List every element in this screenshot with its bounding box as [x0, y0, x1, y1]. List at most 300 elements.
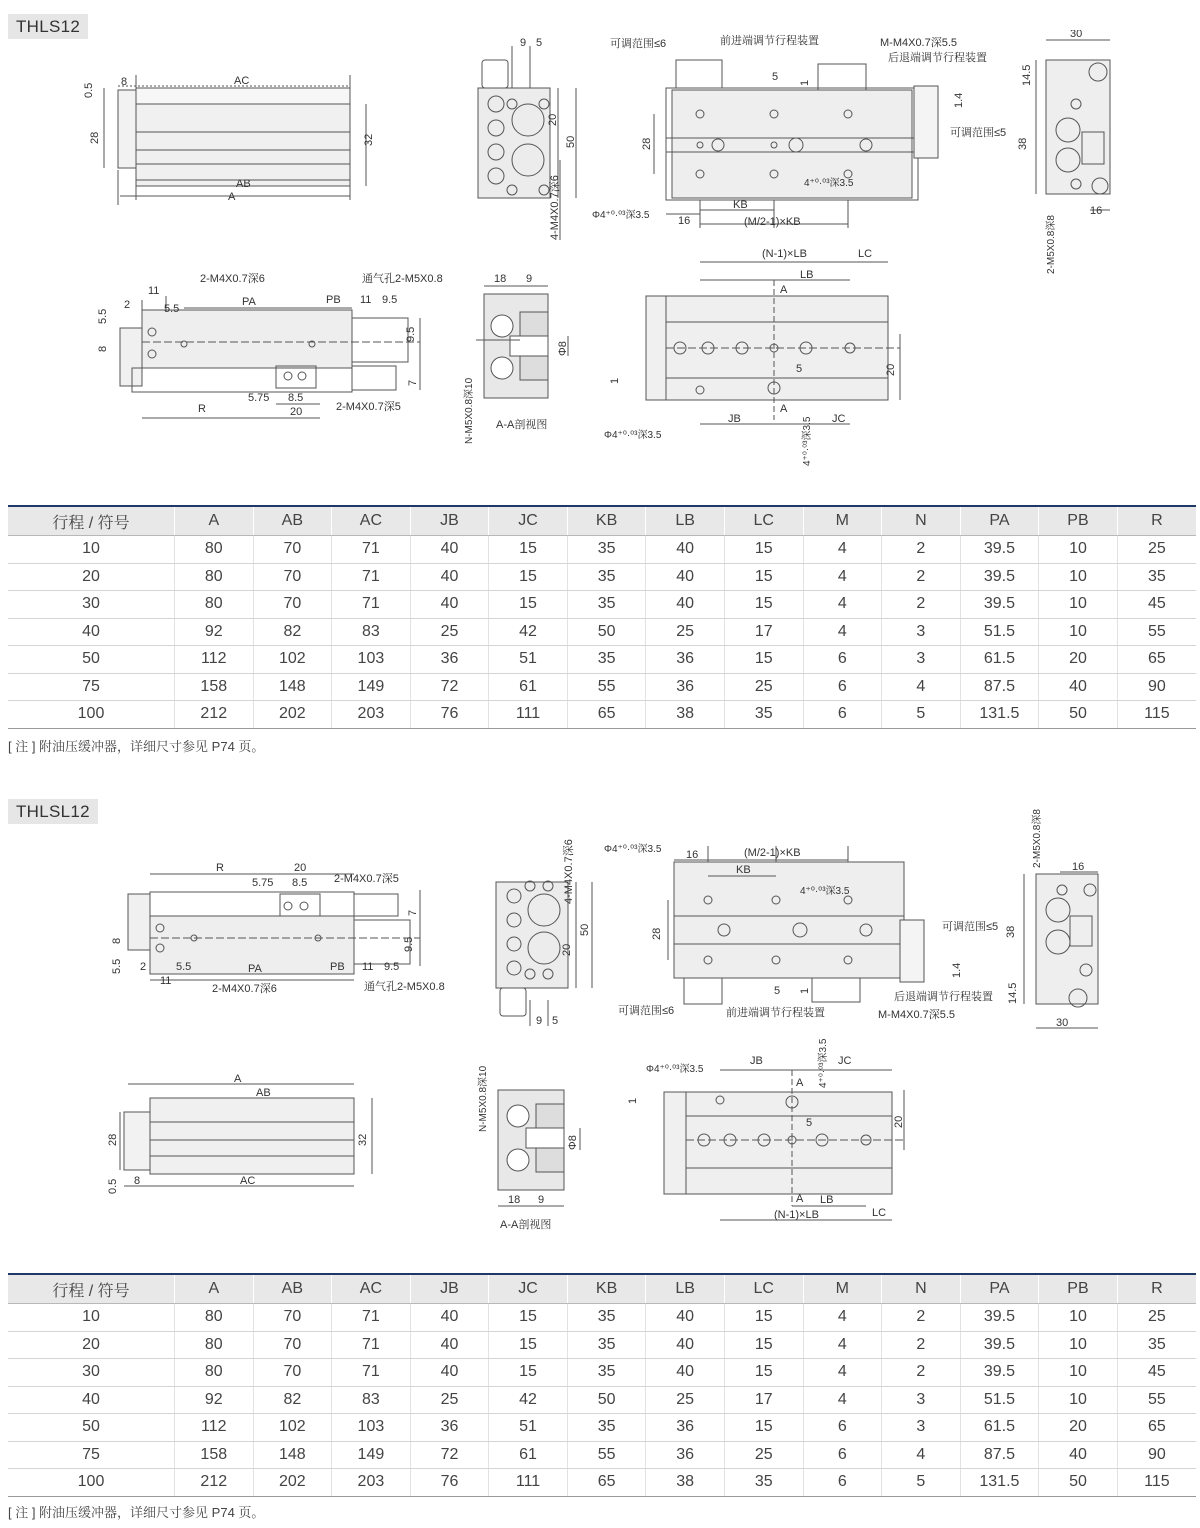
table-cell: 35: [724, 701, 803, 729]
dim-label: 20: [290, 406, 303, 418]
table-cell: 25: [1117, 536, 1196, 564]
table-cell: 3: [882, 1414, 961, 1442]
dim-label: 5: [552, 1015, 559, 1027]
dim-label: 通气孔2-M5X0.8: [362, 273, 443, 285]
dim-label: JC: [838, 1055, 852, 1067]
dim-label: 可调范围≤5: [950, 127, 1007, 139]
table-row: [8, 1469, 1196, 1497]
table-cell: 71: [332, 1359, 411, 1387]
dim-label: KB: [736, 864, 751, 876]
table-cell: 61: [489, 673, 568, 701]
table-cell: 148: [253, 1441, 332, 1469]
plan-view-bottom: [664, 1070, 904, 1220]
dim-label: A-A剖视图: [500, 1219, 552, 1231]
table-cell: 55: [1117, 1386, 1196, 1414]
table-header-cell: A: [175, 1274, 254, 1304]
dim-label: 5: [536, 37, 543, 49]
table-header-cell: 行程 / 符号: [8, 506, 175, 536]
dim-label: 28: [89, 131, 101, 144]
table-cell: 35: [567, 1331, 646, 1359]
table-header-cell: PA: [960, 506, 1039, 536]
table-cell: 76: [410, 701, 489, 729]
table-cell: 131.5: [960, 701, 1039, 729]
stroke-cell: 100: [8, 701, 175, 729]
dim-label: 18: [494, 273, 507, 285]
table-cell: 6: [803, 701, 882, 729]
dim-label: 20: [294, 862, 307, 874]
table-row: [8, 563, 1196, 591]
dim-label: 1: [799, 987, 811, 994]
dim-label: 5: [806, 1117, 813, 1129]
table-cell: 6: [803, 1441, 882, 1469]
table-cell: 51.5: [960, 618, 1039, 646]
table-cell: 4: [803, 1359, 882, 1387]
table-cell: 111: [489, 701, 568, 729]
table-cell: 25: [410, 618, 489, 646]
table-cell: 92: [175, 1386, 254, 1414]
dim-label: 20: [547, 113, 559, 126]
table-cell: 15: [724, 1414, 803, 1442]
dim-label: 4-M4X0.7深6: [563, 839, 575, 904]
table-header-cell: PA: [960, 1274, 1039, 1304]
stroke-cell: 100: [8, 1469, 175, 1497]
dim-label: 4⁺⁰·⁰³深3.5: [804, 178, 854, 189]
table-cell: 80: [175, 1304, 254, 1332]
dim-label: 28: [641, 137, 653, 150]
table-cell: 42: [489, 1386, 568, 1414]
dim-label: 通气孔2-M5X0.8: [364, 981, 445, 993]
table-cell: 25: [410, 1386, 489, 1414]
table-cell: 6: [803, 1414, 882, 1442]
table-header-cell: M: [803, 506, 882, 536]
table-cell: 40: [646, 1304, 725, 1332]
dim-label: 5.5: [164, 303, 180, 315]
dim-label: 7: [407, 909, 419, 916]
table-cell: 25: [646, 618, 725, 646]
table-cell: 15: [489, 563, 568, 591]
table-cell: 4: [803, 618, 882, 646]
table-cell: 15: [489, 1331, 568, 1359]
table-cell: 4: [803, 591, 882, 619]
dim-label: 2: [124, 299, 131, 311]
table-cell: 148: [253, 673, 332, 701]
dim-label: 38: [1005, 925, 1017, 938]
table-cell: 50: [1039, 1469, 1118, 1497]
dim-label: Φ4⁺⁰·⁰³深3.5: [604, 430, 662, 441]
dim-label: 5: [796, 363, 803, 375]
side-view-right: [1036, 40, 1110, 210]
table-cell: 3: [882, 1386, 961, 1414]
table-cell: 103: [332, 1414, 411, 1442]
dim-label: 后退端调节行程装置: [888, 52, 987, 64]
dim-label: (M/2-1)×KB: [744, 216, 801, 228]
table-header-cell: R: [1117, 506, 1196, 536]
table-cell: 131.5: [960, 1469, 1039, 1497]
dim-label: 28: [107, 1133, 119, 1146]
table-cell: 80: [175, 563, 254, 591]
table-cell: 115: [1117, 1469, 1196, 1497]
dim-label: 8.5: [292, 877, 308, 889]
table-header-row: [8, 506, 1196, 536]
dim-label: 2-M4X0.7深6: [200, 273, 265, 285]
table-header-cell: LB: [646, 506, 725, 536]
table-cell: 5: [882, 1469, 961, 1497]
table-cell: 51.5: [960, 1386, 1039, 1414]
table-cell: 70: [253, 563, 332, 591]
table-cell: 70: [253, 1359, 332, 1387]
table-cell: 203: [332, 1469, 411, 1497]
table-cell: 6: [803, 1469, 882, 1497]
front-view-top: [128, 874, 420, 980]
table-cell: 40: [1039, 1441, 1118, 1469]
table-cell: 10: [1039, 618, 1118, 646]
table-cell: 80: [175, 536, 254, 564]
stroke-cell: 75: [8, 1441, 175, 1469]
dim-label: LC: [872, 1207, 887, 1219]
table-cell: 15: [724, 591, 803, 619]
table-cell: 2: [882, 591, 961, 619]
dim-label: 16: [1090, 205, 1103, 217]
table-cell: 203: [332, 701, 411, 729]
dim-label: PB: [330, 961, 345, 973]
table-cell: 87.5: [960, 673, 1039, 701]
table-row: [8, 1386, 1196, 1414]
dim-label: 0.5: [83, 82, 95, 98]
table-cell: 6: [803, 673, 882, 701]
table-header-cell: KB: [567, 506, 646, 536]
table-cell: 25: [724, 673, 803, 701]
table-cell: 17: [724, 618, 803, 646]
table-header-cell: KB: [567, 1274, 646, 1304]
footnote: [ 注 ] 附油压缓冲器，详细尺寸参见 P74 页。: [8, 1505, 265, 1520]
table-cell: 65: [1117, 646, 1196, 674]
table-cell: 61.5: [960, 1414, 1039, 1442]
dim-label: M-M4X0.7深5.5: [880, 37, 958, 49]
table-cell: 4: [803, 563, 882, 591]
drawing-svg: [0, 30, 1200, 470]
table-cell: 71: [332, 1331, 411, 1359]
table-cell: 15: [724, 536, 803, 564]
table-row: [8, 1359, 1196, 1387]
end-view-top: [478, 46, 576, 240]
dim-label: 5.5: [111, 958, 123, 974]
dim-label: 18: [508, 1194, 521, 1206]
table-cell: 65: [567, 701, 646, 729]
dim-label: 11: [362, 961, 374, 973]
dim-label: 9: [520, 37, 527, 49]
table-cell: 39.5: [960, 563, 1039, 591]
drawing-svg: [0, 800, 1200, 1240]
table-header-cell: LC: [724, 506, 803, 536]
table-header-cell: JC: [489, 506, 568, 536]
table-cell: 158: [175, 673, 254, 701]
table-cell: 25: [1117, 1304, 1196, 1332]
plan-view-top: [668, 846, 924, 1004]
dim-label: LB: [800, 269, 814, 281]
table-cell: 35: [1117, 563, 1196, 591]
stroke-cell: 10: [8, 1304, 175, 1332]
dim-label: 2-M4X0.7深5: [334, 873, 399, 885]
dim-label: 前进端调节行程装置: [720, 35, 819, 47]
stroke-cell: 30: [8, 1359, 175, 1387]
table-header-cell: AC: [332, 1274, 411, 1304]
dim-label: 8: [121, 76, 128, 88]
technical-drawing: [0, 800, 1200, 1240]
table-header-cell: LB: [646, 1274, 725, 1304]
stroke-cell: 40: [8, 618, 175, 646]
table-cell: 15: [724, 1304, 803, 1332]
table-cell: 82: [253, 618, 332, 646]
section-view-top: [476, 286, 568, 398]
table-cell: 61: [489, 1441, 568, 1469]
dim-label: AC: [234, 75, 250, 87]
dim-label: 0.5: [107, 1178, 119, 1194]
dim-label: 2-M5X0.8深8: [1046, 215, 1057, 274]
table-cell: 38: [646, 701, 725, 729]
dim-label: 后退端调节行程装置: [894, 991, 993, 1003]
table-cell: 40: [646, 1359, 725, 1387]
table-cell: 17: [724, 1386, 803, 1414]
table-cell: 25: [646, 1386, 725, 1414]
table-cell: 2: [882, 1359, 961, 1387]
spec-table: [8, 505, 1196, 729]
dim-label: (N-1)×LB: [774, 1209, 819, 1221]
dim-label: 2: [140, 961, 147, 973]
dim-label: 1.4: [953, 92, 965, 108]
table-cell: 35: [567, 1414, 646, 1442]
dim-label: LB: [820, 1194, 834, 1206]
dim-label: 30: [1056, 1017, 1069, 1029]
table-cell: 70: [253, 1331, 332, 1359]
stroke-cell: 20: [8, 563, 175, 591]
table-cell: 55: [1117, 618, 1196, 646]
table-header-cell: AB: [253, 506, 332, 536]
table-header-cell: M: [803, 1274, 882, 1304]
table-cell: 102: [253, 1414, 332, 1442]
dim-label: Φ4⁺⁰·⁰³深3.5: [592, 210, 650, 221]
table-row: [8, 1304, 1196, 1332]
table-cell: 5: [882, 701, 961, 729]
dim-label: 9: [536, 1015, 543, 1027]
dim-label: 20: [561, 943, 573, 956]
table-cell: 70: [253, 591, 332, 619]
dim-label: A: [796, 1193, 804, 1205]
dim-label: JC: [832, 413, 846, 425]
dim-label: A: [234, 1073, 242, 1085]
dim-label: A: [780, 284, 788, 296]
table-cell: 36: [410, 1414, 489, 1442]
table-cell: 112: [175, 646, 254, 674]
table-row: [8, 646, 1196, 674]
dim-label: 1.4: [951, 962, 963, 978]
model-label: THLS12: [8, 14, 88, 39]
dim-label: A: [228, 191, 236, 203]
stroke-cell: 10: [8, 536, 175, 564]
table-cell: 15: [489, 591, 568, 619]
dim-label: Φ4⁺⁰·⁰³深3.5: [646, 1064, 704, 1075]
table-cell: 90: [1117, 1441, 1196, 1469]
dim-label: A-A剖视图: [496, 419, 548, 431]
table-cell: 61.5: [960, 646, 1039, 674]
table-cell: 4: [803, 1304, 882, 1332]
dim-label: 前进端调节行程装置: [726, 1007, 825, 1019]
dim-label: 9.5: [403, 936, 415, 952]
table-cell: 36: [410, 646, 489, 674]
table-header-cell: R: [1117, 1274, 1196, 1304]
stroke-cell: 50: [8, 646, 175, 674]
table-cell: 55: [567, 673, 646, 701]
table-row: [8, 1414, 1196, 1442]
dim-label: 16: [686, 849, 699, 861]
table-cell: 35: [1117, 1331, 1196, 1359]
table-header-row: [8, 1274, 1196, 1304]
table-header-cell: JB: [410, 506, 489, 536]
table-cell: 36: [646, 1414, 725, 1442]
table-row: [8, 591, 1196, 619]
table-cell: 15: [724, 646, 803, 674]
table-cell: 39.5: [960, 1359, 1039, 1387]
table-header-cell: N: [882, 506, 961, 536]
table-cell: 6: [803, 646, 882, 674]
stroke-cell: 50: [8, 1414, 175, 1442]
table-header-cell: PB: [1039, 506, 1118, 536]
table-cell: 39.5: [960, 1331, 1039, 1359]
table-cell: 35: [567, 646, 646, 674]
technical-drawing: [0, 30, 1200, 470]
table-cell: 71: [332, 563, 411, 591]
table-cell: 38: [646, 1469, 725, 1497]
table-cell: 76: [410, 1469, 489, 1497]
table-cell: 202: [253, 1469, 332, 1497]
plan-view-bottom: [646, 262, 900, 424]
table-cell: 40: [410, 1331, 489, 1359]
dim-label: 32: [357, 1133, 369, 1146]
dim-label: 30: [1070, 30, 1083, 40]
table-cell: 3: [882, 618, 961, 646]
table-cell: 111: [489, 1469, 568, 1497]
table-cell: 2: [882, 536, 961, 564]
dim-label: 4⁺⁰·⁰³深3.5: [818, 1038, 829, 1088]
dim-label: 2-M5X0.8深8: [1032, 809, 1043, 868]
table-cell: 149: [332, 1441, 411, 1469]
table-header-cell: N: [882, 1274, 961, 1304]
table-cell: 80: [175, 1359, 254, 1387]
table-cell: 15: [489, 1304, 568, 1332]
table-cell: 39.5: [960, 591, 1039, 619]
side-view-bottom: [120, 1084, 372, 1186]
table-cell: 10: [1039, 1359, 1118, 1387]
spec-table: [8, 1273, 1196, 1497]
table-cell: 71: [332, 536, 411, 564]
table-cell: 35: [567, 536, 646, 564]
table-cell: 158: [175, 1441, 254, 1469]
table-cell: 10: [1039, 591, 1118, 619]
dim-label: JB: [728, 413, 741, 425]
dim-label: 38: [1017, 137, 1029, 150]
table-cell: 15: [724, 1331, 803, 1359]
table-cell: 4: [803, 1331, 882, 1359]
dim-label: 11: [160, 975, 172, 987]
table-cell: 51: [489, 646, 568, 674]
dim-label: 11: [148, 285, 160, 297]
dim-label: 50: [579, 923, 591, 936]
table-cell: 10: [1039, 563, 1118, 591]
footnote: [ 注 ] 附油压缓冲器，详细尺寸参见 P74 页。: [8, 739, 265, 754]
dim-label: M-M4X0.7深5.5: [878, 1009, 956, 1021]
table-cell: 4: [803, 1386, 882, 1414]
dim-label: 8.5: [288, 392, 304, 404]
table-cell: 20: [1039, 1414, 1118, 1442]
table-cell: 15: [724, 563, 803, 591]
table-cell: 10: [1039, 1386, 1118, 1414]
dim-label: Φ8: [567, 1135, 579, 1150]
table-cell: 2: [882, 1304, 961, 1332]
dim-label: 5.75: [252, 877, 274, 889]
side-view-right: [1024, 872, 1098, 1028]
table-row: [8, 618, 1196, 646]
table-header-cell: AC: [332, 506, 411, 536]
dim-label: AC: [240, 1175, 256, 1187]
dim-label: PA: [248, 963, 262, 975]
table-cell: 212: [175, 701, 254, 729]
dim-label: A: [796, 1077, 804, 1089]
table-cell: 40: [410, 563, 489, 591]
dim-label: 11: [360, 294, 372, 306]
table-cell: 80: [175, 591, 254, 619]
stroke-cell: 40: [8, 1386, 175, 1414]
dim-label: AB: [256, 1087, 271, 1099]
table-cell: 45: [1117, 1359, 1196, 1387]
table-cell: 149: [332, 673, 411, 701]
table-cell: 15: [489, 536, 568, 564]
table-cell: 72: [410, 673, 489, 701]
dim-label: N-M5X0.8深10: [478, 1065, 489, 1132]
table-cell: 112: [175, 1414, 254, 1442]
table-row: [8, 673, 1196, 701]
dim-label: 可调范围≤5: [942, 921, 999, 933]
table-header-cell: LC: [724, 1274, 803, 1304]
dim-label: 9: [526, 273, 533, 285]
dim-label: 28: [651, 927, 663, 940]
table-cell: 40: [410, 1304, 489, 1332]
table-cell: 10: [1039, 1331, 1118, 1359]
table-cell: 40: [646, 591, 725, 619]
table-cell: 39.5: [960, 1304, 1039, 1332]
table-cell: 35: [567, 1304, 646, 1332]
stroke-cell: 30: [8, 591, 175, 619]
dim-label: 9: [538, 1194, 545, 1206]
table-cell: 83: [332, 618, 411, 646]
dim-label: 5.75: [248, 392, 270, 404]
dim-label: 8: [97, 345, 109, 352]
table-header-cell: 行程 / 符号: [8, 1274, 175, 1304]
dim-label: 4⁺⁰·⁰³深3.5: [800, 886, 850, 897]
table-cell: 35: [567, 1359, 646, 1387]
table-cell: 42: [489, 618, 568, 646]
table-cell: 20: [1039, 646, 1118, 674]
table-cell: 40: [646, 536, 725, 564]
table-cell: 70: [253, 536, 332, 564]
table-body: [8, 536, 1196, 729]
stroke-cell: 75: [8, 673, 175, 701]
table-cell: 212: [175, 1469, 254, 1497]
table-cell: 15: [724, 1359, 803, 1387]
table-cell: 70: [253, 1304, 332, 1332]
dim-label: A: [780, 403, 788, 415]
table-cell: 36: [646, 646, 725, 674]
table-cell: 2: [882, 1331, 961, 1359]
dim-label: AB: [236, 178, 251, 190]
